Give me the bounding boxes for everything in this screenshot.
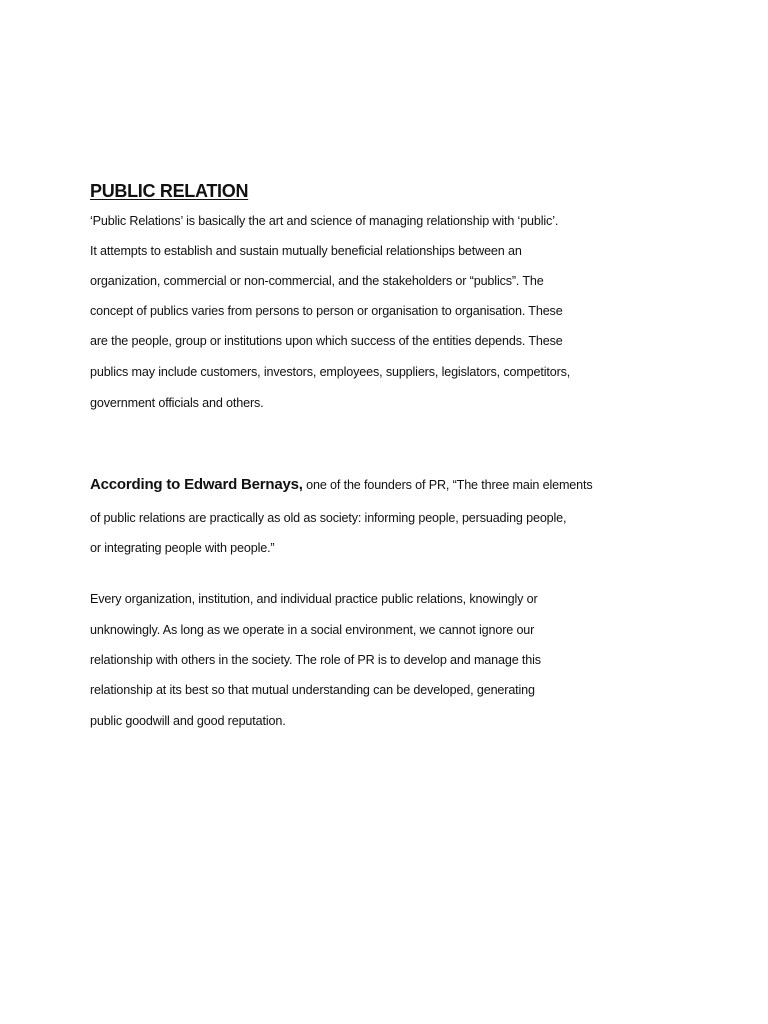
quote-line-3: or integrating people with people.” [90,541,275,555]
page-title: PUBLIC RELATION [90,181,249,201]
quote-line-1-text: one of the founders of PR, “The three main elements [302,478,593,492]
paragraph-1-line-4: concept of publics varies from persons to person or organisation to organisation. These [90,304,563,318]
paragraph-1-line-7: government officials and others. [90,396,264,410]
paragraph-1-line-2: It attempts to establish and sustain mutually beneficial relationships between an [90,244,522,258]
paragraph-3-line-2: unknowingly. As long as we operate in a social environment, we cannot ignore our [90,623,535,637]
paragraph-3-line-4: relationship at its best so that mutual understanding can be developed, generating [90,683,535,697]
paragraph-3-line-5: public goodwill and good reputation. [90,714,286,728]
paragraph-3-line-1: Every organization, institution, and individual practice public relations, knowingly or [90,592,538,606]
paragraph-1-line-1: ‘Public Relations’ is basically the art and science of managing relationship with ‘public’. [90,214,559,228]
quote-lead: According to Edward Bernays, [90,476,303,493]
paragraph-1-line-3: organization, commercial or non-commercial, and the stakeholders or “publics”. The [90,274,544,288]
paragraph-3-line-3: relationship with others in the society. The role of PR is to develop and manage this [90,653,541,667]
quote-line-1 [90,477,593,493]
paragraph-1-line-5: are the people, group or institutions upon which success of the entities depends. These [90,334,563,348]
quote-line-2: of public relations are practically as old as society: informing people, persuading people, [90,511,567,525]
paragraph-1-line-6: publics may include customers, investors, employees, suppliers, legislators, competitors, [90,365,571,379]
